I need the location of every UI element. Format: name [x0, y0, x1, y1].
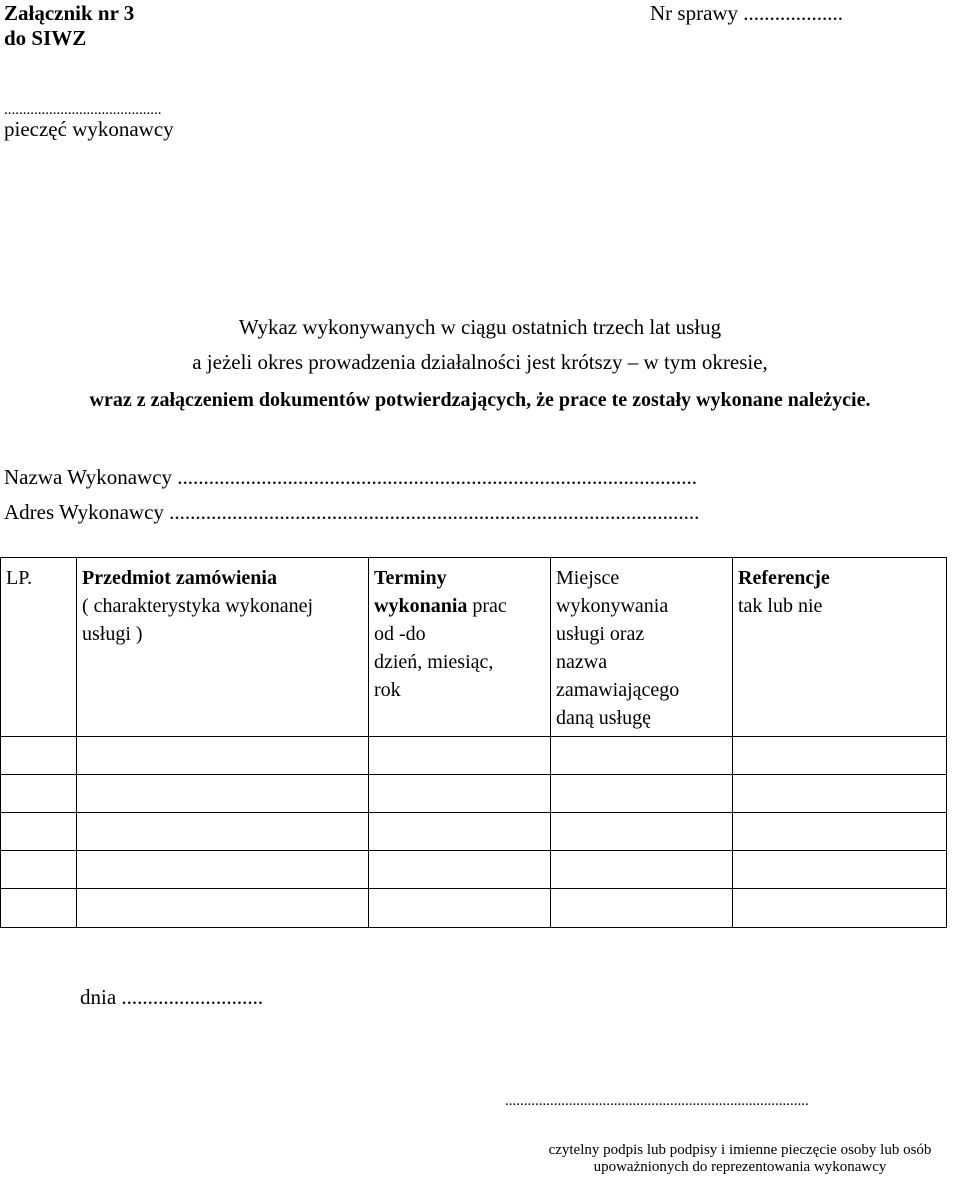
table-cell[interactable]: [733, 737, 947, 775]
table-cell[interactable]: [1, 775, 77, 813]
header-dates-title: Terminy: [374, 567, 447, 589]
header-lp: LP.: [1, 558, 77, 737]
annex-line-1: Załącznik nr 3: [4, 1, 135, 25]
table-cell[interactable]: [369, 851, 551, 889]
signature-caption-line-1: czytelny podpis lub podpisy i imienne pieczęcie osoby lub osób: [548, 1142, 932, 1158]
table-cell[interactable]: [369, 737, 551, 775]
table-row: [1, 813, 947, 851]
table-cell[interactable]: [733, 775, 947, 813]
contractor-address-field: Adres Wykonawcy .....................................................................................................: [4, 500, 700, 524]
table-row: [1, 737, 947, 775]
title-line-3: wraz z załączeniem dokumentów potwierdzających, że prace te zostały wykonane należycie.: [89, 389, 871, 411]
title-line-1: Wykaz wykonywanych w ciągu ostatnich trzech lat usług: [238, 315, 722, 339]
table-row: [1, 851, 947, 889]
stamp-label: pieczęć wykonawcy: [4, 117, 174, 141]
header-subject: Przedmiot zamówienia ( charakterystyka wykonanej usługi ): [77, 558, 369, 737]
table-cell[interactable]: [77, 775, 369, 813]
contractor-name-field: Nazwa Wykonawcy ...................................................................................................: [4, 465, 698, 489]
table-cell[interactable]: [1, 737, 77, 775]
table-cell[interactable]: [551, 889, 733, 928]
case-number: Nr sprawy ...................: [650, 1, 844, 25]
table-row: [1, 775, 947, 813]
table-cell[interactable]: [369, 775, 551, 813]
table-cell[interactable]: [1, 889, 77, 928]
date-field: dnia ...........................: [80, 985, 264, 1009]
table-cell[interactable]: [1, 851, 77, 889]
annex-label: [4, 1, 134, 51]
table-cell[interactable]: [733, 851, 947, 889]
table-header-row: [1, 558, 947, 737]
works-table: [0, 557, 947, 928]
table-cell[interactable]: [77, 851, 369, 889]
stamp-area: [4, 103, 174, 142]
header-dates: Terminy wykonania prac od -do dzień, miesiąc, rok: [369, 558, 551, 737]
table-cell[interactable]: [551, 737, 733, 775]
annex-line-2: do SIWZ: [4, 26, 87, 50]
table-cell[interactable]: [551, 813, 733, 851]
header-subject-title: Przedmiot zamówienia: [82, 567, 277, 589]
table-cell[interactable]: [551, 851, 733, 889]
table-cell[interactable]: [77, 737, 369, 775]
table-cell[interactable]: [77, 813, 369, 851]
table-cell[interactable]: [733, 889, 947, 928]
table-cell[interactable]: [369, 813, 551, 851]
table-cell[interactable]: [1, 813, 77, 851]
table-cell[interactable]: [733, 813, 947, 851]
header-references: Referencje tak lub nie: [733, 558, 947, 737]
title-line-2: a jeżeli okres prowadzenia działalności jest krótszy – w tym okresie,: [192, 350, 768, 374]
table-cell[interactable]: [77, 889, 369, 928]
header-references-title: Referencje: [738, 567, 830, 589]
table-cell[interactable]: [369, 889, 551, 928]
signature-caption-line-2: upoważnionych do reprezentowania wykonawcy: [593, 1159, 887, 1175]
header-place: Miejsce wykonywania usługi oraz nazwa zamawiającego daną usługę: [551, 558, 733, 737]
table-cell[interactable]: [551, 775, 733, 813]
table-row: [1, 889, 947, 928]
stamp-dots: ..........................................: [4, 102, 162, 118]
signature-line: .................................................................................: [505, 1093, 809, 1109]
